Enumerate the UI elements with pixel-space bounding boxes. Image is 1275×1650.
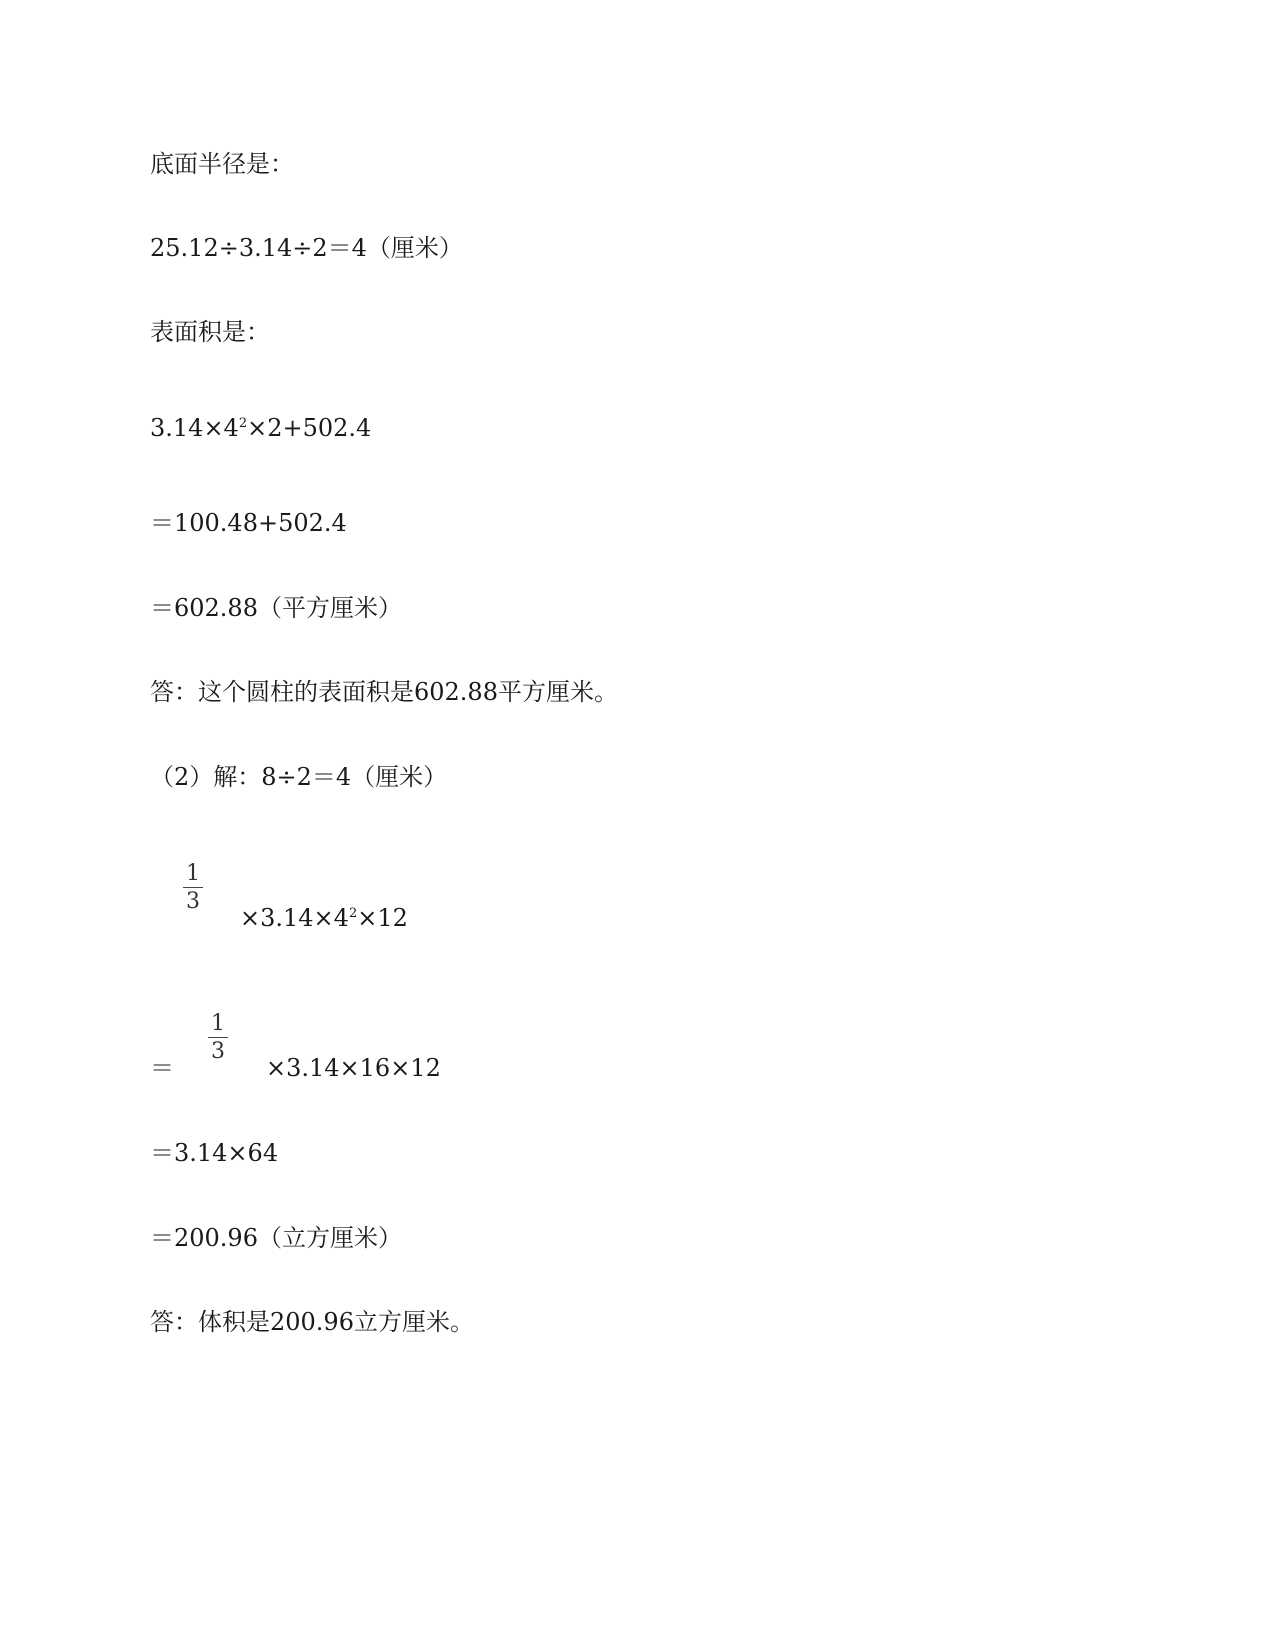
fraction-one-third xyxy=(208,1012,228,1064)
fraction-numerator: 1 xyxy=(211,1011,225,1036)
exponent: 2 xyxy=(238,416,248,431)
volume-step-1-equals: ＝ xyxy=(150,1054,174,1082)
volume-step-1: ×3.14×16×12 xyxy=(266,1054,441,1082)
volume-step-2: ＝3.14×64 xyxy=(150,1139,279,1167)
volume-answer: 答：体积是200.96立方厘米。 xyxy=(150,1308,474,1336)
surface-area-formula xyxy=(150,412,371,444)
fraction-bar xyxy=(208,1037,228,1038)
part-2-solution: （2）解：8÷2＝4（厘米） xyxy=(150,763,448,791)
formula-part: ×12 xyxy=(357,904,408,932)
radius-calculation: 25.12÷3.14÷2＝4（厘米） xyxy=(150,234,463,262)
volume-step-3: ＝200.96（立方厘米） xyxy=(150,1224,402,1252)
formula-part: ×2+502.4 xyxy=(247,414,372,442)
fraction-denominator: 3 xyxy=(186,889,200,914)
surface-area-answer: 答：这个圆柱的表面积是602.88平方厘米。 xyxy=(150,678,618,706)
fraction-one-third xyxy=(183,862,203,914)
surface-area-step-1: ＝100.48+502.4 xyxy=(150,509,347,537)
formula-part: 3.14×4 xyxy=(150,414,239,442)
fraction-denominator: 3 xyxy=(211,1039,225,1064)
formula-part: ×3.14×4 xyxy=(240,904,349,932)
fraction-numerator: 1 xyxy=(186,861,200,886)
surface-area-heading: 表面积是： xyxy=(150,318,270,346)
exponent: 2 xyxy=(348,906,358,921)
volume-formula xyxy=(240,902,408,934)
radius-heading: 底面半径是： xyxy=(150,150,294,178)
fraction-bar xyxy=(183,887,203,888)
surface-area-step-2: ＝602.88（平方厘米） xyxy=(150,594,402,622)
